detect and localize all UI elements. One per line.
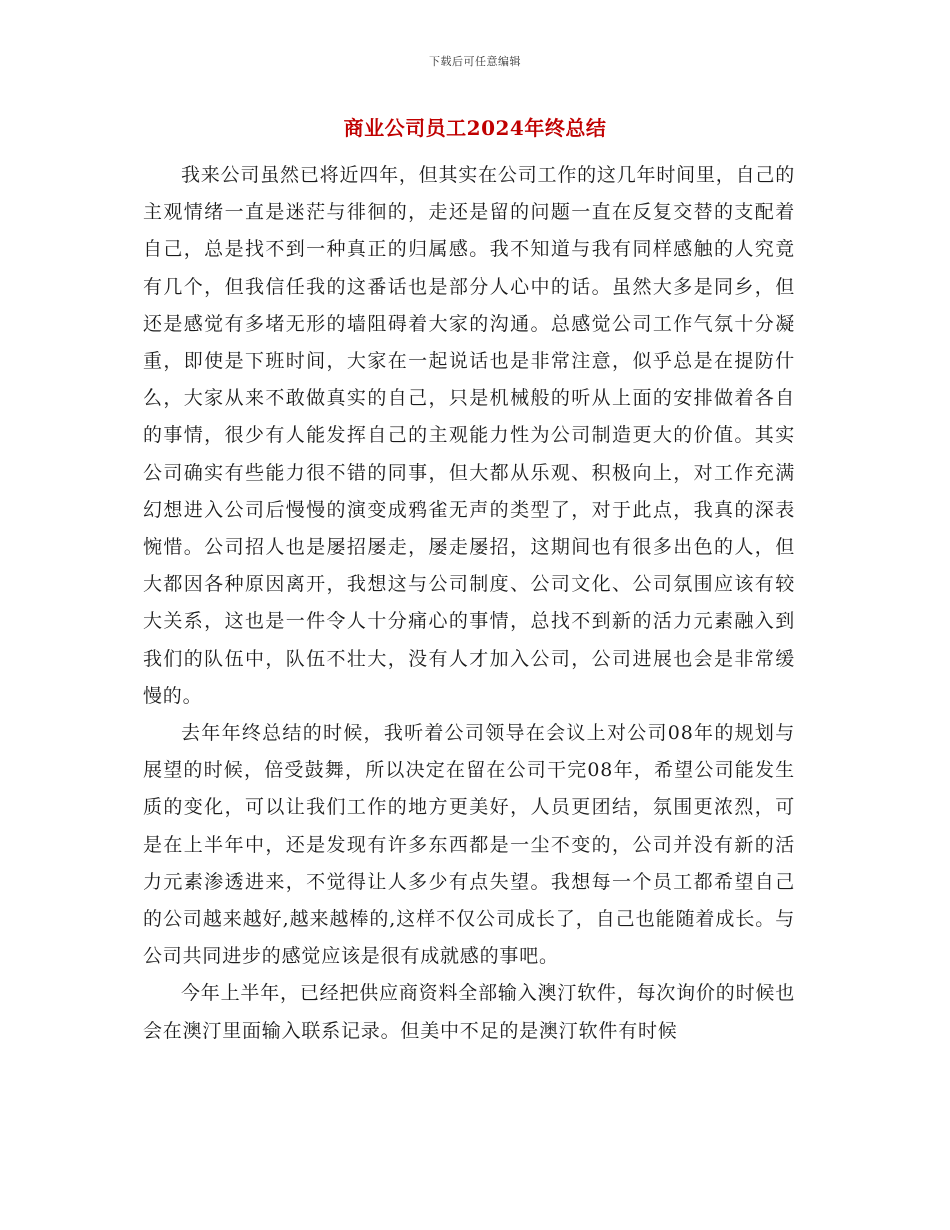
document-title: 商业公司员工2024年终总结 <box>343 116 607 140</box>
paragraph-1: 我来公司虽然已将近四年，但其实在公司工作的这几年时间里，自己的主观情绪一直是迷茫与徘徊的，走还是留的问题一直在反复交替的支配着自己，总是找不到一种真正的归属感。我不知道与我有同样感触的人究竟有几个，但我信任我的这番话也是部分人心中的话。虽然大多是同乡，但还是感觉有多堵无形的墙阻碍着大家的沟通。总感觉公司工作气氛十分凝重，即使是下班时间，大家在一起说话也是非常注意，似乎总是在提防什么，大家从来不敢做真实的自己，只是机械般的听从上面的安排做着各自的事情，很少有人能发挥自己的主观能力性为公司制造更大的价值。其实公司确实有些能力很不错的同事，但大都从乐观、积极向上，对工作充满幻想进入公司后慢慢的演变成鸦雀无声的类型了，对于此点，我真的深表惋惜。公司招人也是屡招屡走，屡走屡招，这期间也有很多出色的人，但大都因各种原因离开，我想这与公司制度、公司文化、公司氛围应该有较大关系，这也是一件令人十分痛心的事情，总找不到新的活力元素融入到我们的队伍中，队伍不壮大，没有人才加入公司，公司进展也会是非常缓慢的。 <box>143 164 795 707</box>
page-header-note: 下载后可任意编辑 <box>429 55 521 68</box>
paragraph-3: 今年上半年，已经把供应商资料全部输入澳汀软件，每次询价的时候也会在澳汀里面输入联系记录。但美中不足的是澳汀软件有时候 <box>143 982 795 1042</box>
document-body <box>143 157 795 1050</box>
paragraph-2: 去年年终总结的时候，我听着公司领导在会议上对公司08年的规划与展望的时候，倍受鼓舞，所以决定在留在公司干完08年，希望公司能发生质的变化，可以让我们工作的地方更美好，人员更团结，氛围更浓烈，可是在上半年中，还是发现有许多东西都是一尘不变的，公司并没有新的活力元素渗透进来，不觉得让人多少有点失望。我想每一个员工都希望自己的公司越来越好,越来越棒的,这样不仅公司成长了，自己也能随着成长。与公司共同进步的感觉应该是很有成就感的事吧。 <box>143 722 795 968</box>
